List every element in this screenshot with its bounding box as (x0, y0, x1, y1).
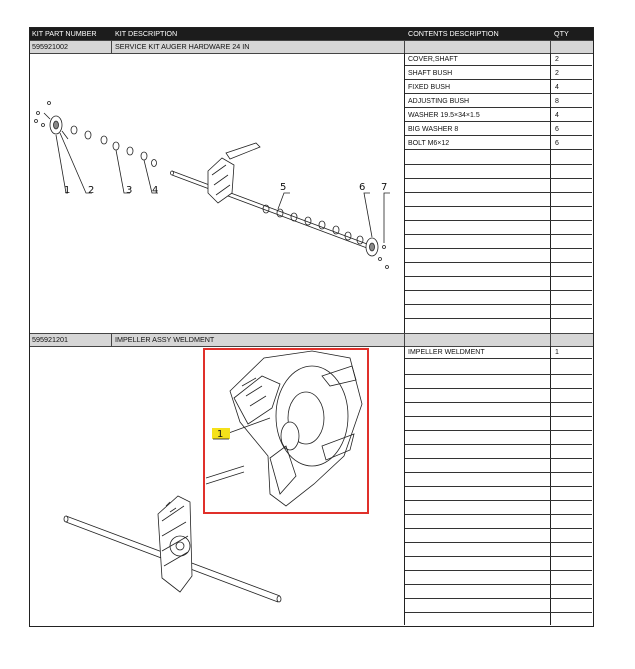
table-row (405, 514, 592, 515)
kit-description: SERVICE KIT AUGER HARDWARE 24 IN (115, 42, 250, 51)
kit-description: IMPELLER ASSY WELDMENT (115, 335, 215, 344)
table-row (405, 276, 592, 277)
table-row (405, 318, 592, 319)
callout-1: 1 (217, 429, 224, 440)
table-row (405, 262, 592, 263)
table-row (405, 612, 592, 613)
callout-3: 3 (126, 185, 133, 196)
table-row (405, 402, 592, 403)
table-row (405, 444, 592, 445)
content-qty: 1 (551, 346, 592, 359)
table-row (405, 304, 592, 305)
table-row (405, 472, 592, 473)
table-row (405, 598, 592, 599)
table-row (405, 178, 592, 179)
content-desc: FIXED BUSH (405, 81, 550, 94)
header-contents-description: CONTENTS DESCRIPTION (408, 29, 499, 38)
content-qty: 6 (551, 137, 592, 150)
content-desc: WASHER 19.5×34×1.5 (405, 109, 550, 122)
auger-hardware-exploded-diagram (30, 53, 404, 333)
table-row (405, 248, 592, 249)
header-kit-description: KIT DESCRIPTION (115, 29, 178, 38)
content-desc: ADJUSTING BUSH (405, 95, 550, 108)
header-qty: QTY (554, 29, 569, 38)
table-row (405, 542, 592, 543)
content-desc: SHAFT BUSH (405, 67, 550, 80)
table-row (405, 416, 592, 417)
content-qty: 2 (551, 53, 592, 66)
content-qty: 4 (551, 109, 592, 122)
table-row (405, 374, 592, 375)
table-row (405, 388, 592, 389)
content-desc: IMPELLER WELDMENT (405, 346, 550, 359)
table-row (405, 192, 592, 193)
content-qty: 8 (551, 95, 592, 108)
table-row (405, 220, 592, 221)
content-desc: BIG WASHER 8 (405, 123, 550, 136)
table-row (405, 290, 592, 291)
callout-7: 7 (381, 182, 388, 193)
content-qty: 4 (551, 81, 592, 94)
callout-1: 1 (64, 185, 71, 196)
kit-part-number: 595921002 (32, 42, 68, 51)
table-row (405, 500, 592, 501)
content-qty: 2 (551, 67, 592, 80)
table-row (405, 206, 592, 207)
content-qty: 6 (551, 123, 592, 136)
table-row (405, 430, 592, 431)
callout-5: 5 (280, 182, 287, 193)
table-row (405, 486, 592, 487)
kit-part-number: 595921201 (32, 335, 68, 344)
table-row (405, 458, 592, 459)
table-row (405, 164, 592, 165)
table-row (405, 528, 592, 529)
impeller-highlight-box (203, 348, 369, 514)
header-kit-part-number: KIT PART NUMBER (32, 29, 97, 38)
callout-4: 4 (152, 185, 159, 196)
callout-6: 6 (359, 182, 366, 193)
callout-2: 2 (88, 185, 95, 196)
table-row (405, 584, 592, 585)
content-desc: BOLT M6×12 (405, 137, 550, 150)
table-row (405, 570, 592, 571)
table-row (405, 234, 592, 235)
table-row (405, 556, 592, 557)
content-desc: COVER,SHAFT (405, 53, 550, 66)
